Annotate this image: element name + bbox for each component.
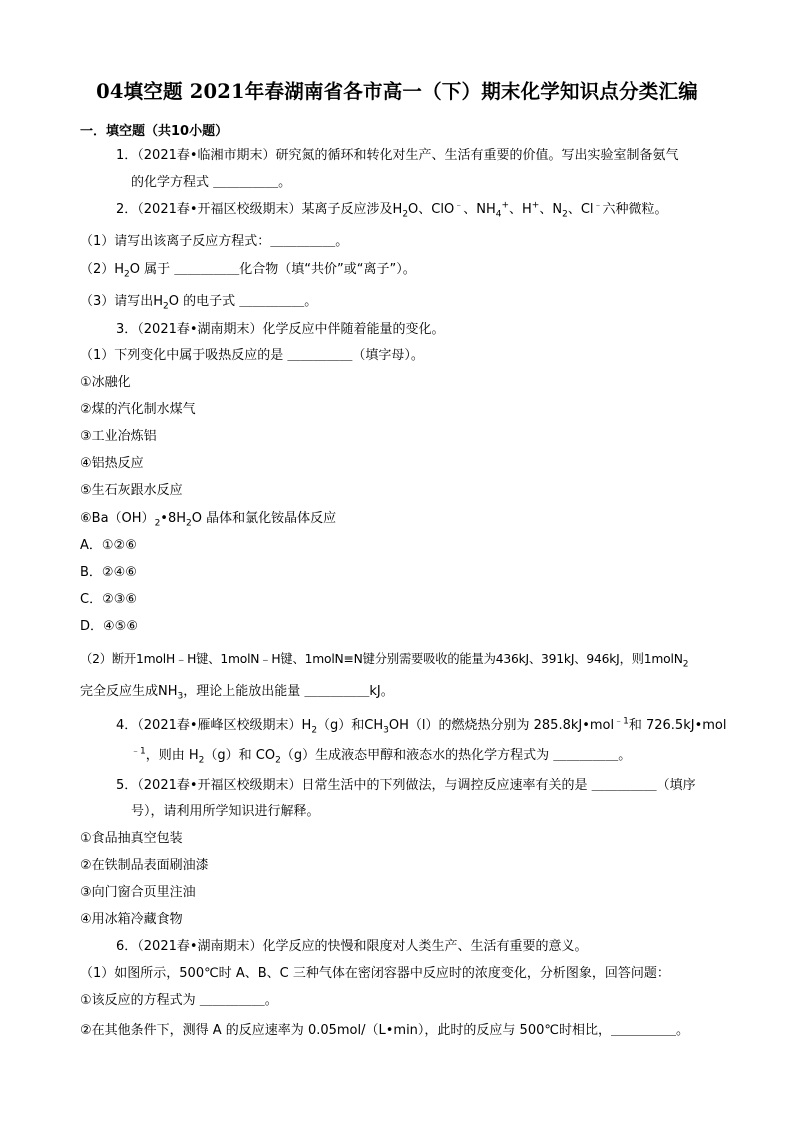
q3-option: A．①②⑥: [80, 538, 137, 553]
q2-seg: 、NH: [463, 202, 496, 217]
superscript-neg1: ﹣1: [131, 746, 146, 757]
subscript-2: 2: [124, 269, 130, 280]
q2-seg: 、Cl: [567, 202, 594, 217]
subscript-2: 2: [186, 518, 192, 529]
q3-part1: （1）下列变化中属于吸热反应的是 ＿＿＿＿＿（填字母）。: [80, 348, 424, 363]
q2-part1: （1）请写出该离子反应方程式：＿＿＿＿＿。: [80, 234, 349, 249]
q3-item6-b: •8H: [160, 511, 187, 526]
q3-item: ②煤的汽化制水煤气: [80, 402, 196, 417]
q3-item: ③工业冶炼铝: [80, 429, 157, 444]
q3-part2-c: ，理论上能放出能量 ＿＿＿＿＿kJ。: [183, 684, 394, 699]
superscript-plus: +: [531, 200, 540, 211]
document-title: 04填空题 2021年春湖南省各市高一（下）期末化学知识点分类汇编: [96, 80, 698, 103]
subscript-3: 3: [177, 691, 184, 702]
superscript-plus: +: [501, 200, 510, 211]
q3-line1: 3．（2021春•湖南期末）化学反应中伴随着能量的变化。: [116, 322, 445, 337]
q5-line1: 5．（2021春•开福区校级期末）日常生活中的下列做法，与调控反应速率有关的是 ＿＿＿＿＿（填序: [116, 778, 696, 793]
q3-option: C．②③⑥: [80, 592, 138, 607]
q3-item-6: [80, 509, 336, 529]
q4-f: （g）和 CO: [204, 748, 276, 763]
subscript-2: 2: [154, 518, 161, 529]
superscript-minus: ﹣: [593, 200, 603, 211]
superscript-minus: ﹣: [454, 200, 464, 211]
q5-item: ②在铁制品表面刷油漆: [80, 858, 209, 873]
q6-part3: ②在其他条件下，测得 A 的反应速率为 0.05mol/（L•min），此时的反应与 500℃时相比，＿＿＿＿＿。: [80, 1023, 689, 1038]
section-heading: 一．填空题（共10小题）: [80, 124, 229, 139]
subscript-2: 2: [402, 209, 409, 220]
q3-item6-c: O 晶体和氯化铵晶体反应: [191, 511, 337, 526]
q2-part2-b: O 属于 ＿＿＿＿＿化合物（填“共价”或“离子”）。: [129, 262, 416, 277]
subscript-4: 4: [495, 209, 502, 220]
q4-b: （g）和CH: [317, 718, 384, 733]
q2-part3: [80, 292, 317, 312]
q2-part3-a: （3）请写出H: [80, 294, 164, 309]
q4-a: 4．（2021春•雁峰区校级期末）H: [116, 718, 312, 733]
superscript-neg1: ﹣1: [614, 716, 629, 727]
q4-c: OH（l）的燃烧热分别为 285.8kJ•mol: [388, 718, 615, 733]
subscript-2: 2: [562, 209, 568, 220]
q6-part1: （1）如图所示，500℃时 A、B、C 三种气体在密闭容器中反应时的浓度变化，分析图象，回答问题：: [80, 966, 670, 981]
q5-item: ①食品抽真空包装: [80, 831, 183, 846]
subscript-2: 2: [275, 755, 281, 766]
q2-part2: [80, 260, 416, 280]
q3-item6-a: ⑥Ba（OH）: [80, 511, 155, 526]
q2-seg: 、N: [539, 202, 563, 217]
subscript-2: 2: [311, 725, 318, 736]
q3-part2-line1: [80, 649, 688, 669]
q3-option: D．④⑤⑥: [80, 619, 138, 634]
q2-seg: O、ClO: [408, 202, 455, 217]
q3-item: ①冰融化: [80, 375, 131, 390]
q4-line2: [131, 746, 631, 766]
q4-d: 和 726.5kJ•mol: [628, 718, 727, 733]
q1-line2: 的化学方程式 ＿＿＿＿＿。: [131, 175, 292, 190]
q2-part3-b: O 的电子式 ＿＿＿＿＿。: [168, 294, 318, 309]
q3-part2-a: （2）断开1molH﹣H键、1molN﹣H键、1molN≡N键分别需要吸收的能量为436kJ、391kJ、946kJ，则1molN: [80, 652, 683, 666]
q4-g: （g）生成液态甲醇和液态水的热化学方程式为 ＿＿＿＿＿。: [280, 748, 632, 763]
q5-line2: 号），请利用所学知识进行解释。: [131, 804, 320, 819]
q6-line1: 6．（2021春•湖南期末）化学反应的快慢和限度对人类生产、生活有重要的意义。: [116, 939, 588, 954]
q2-part2-a: （2）H: [80, 262, 125, 277]
subscript-3: 3: [383, 725, 389, 736]
q1-line1: 1．（2021春•临湘市期末）研究氮的循环和转化对生产、生活有重要的价值。写出实验室制备氨气: [116, 148, 679, 163]
q2-seg: 、H: [509, 202, 532, 217]
q3-option: B．②④⑥: [80, 565, 137, 580]
q2-line1: [116, 200, 668, 220]
subscript-2: 2: [163, 301, 169, 312]
q6-part2: ①该反应的方程式为 ＿＿＿＿＿。: [80, 993, 278, 1008]
q2-lead: 2．（2021春•开福区校级期末）某离子反应涉及H: [116, 202, 403, 217]
q5-item: ④用冰箱冷藏食物: [80, 912, 183, 927]
q3-item: ⑤生石灰跟水反应: [80, 483, 183, 498]
q3-part2-line2: [80, 682, 394, 702]
q4-e: ，则由 H: [145, 748, 199, 763]
q5-item: ③向门窗合页里注油: [80, 885, 196, 900]
subscript-2: 2: [198, 755, 205, 766]
q4-line1: [116, 716, 726, 736]
subscript-2: 2: [682, 659, 689, 670]
q3-part2-b: 完全反应生成NH: [80, 684, 178, 699]
q3-item: ④铝热反应: [80, 456, 144, 471]
q2-seg: 六种微粒。: [602, 202, 668, 217]
